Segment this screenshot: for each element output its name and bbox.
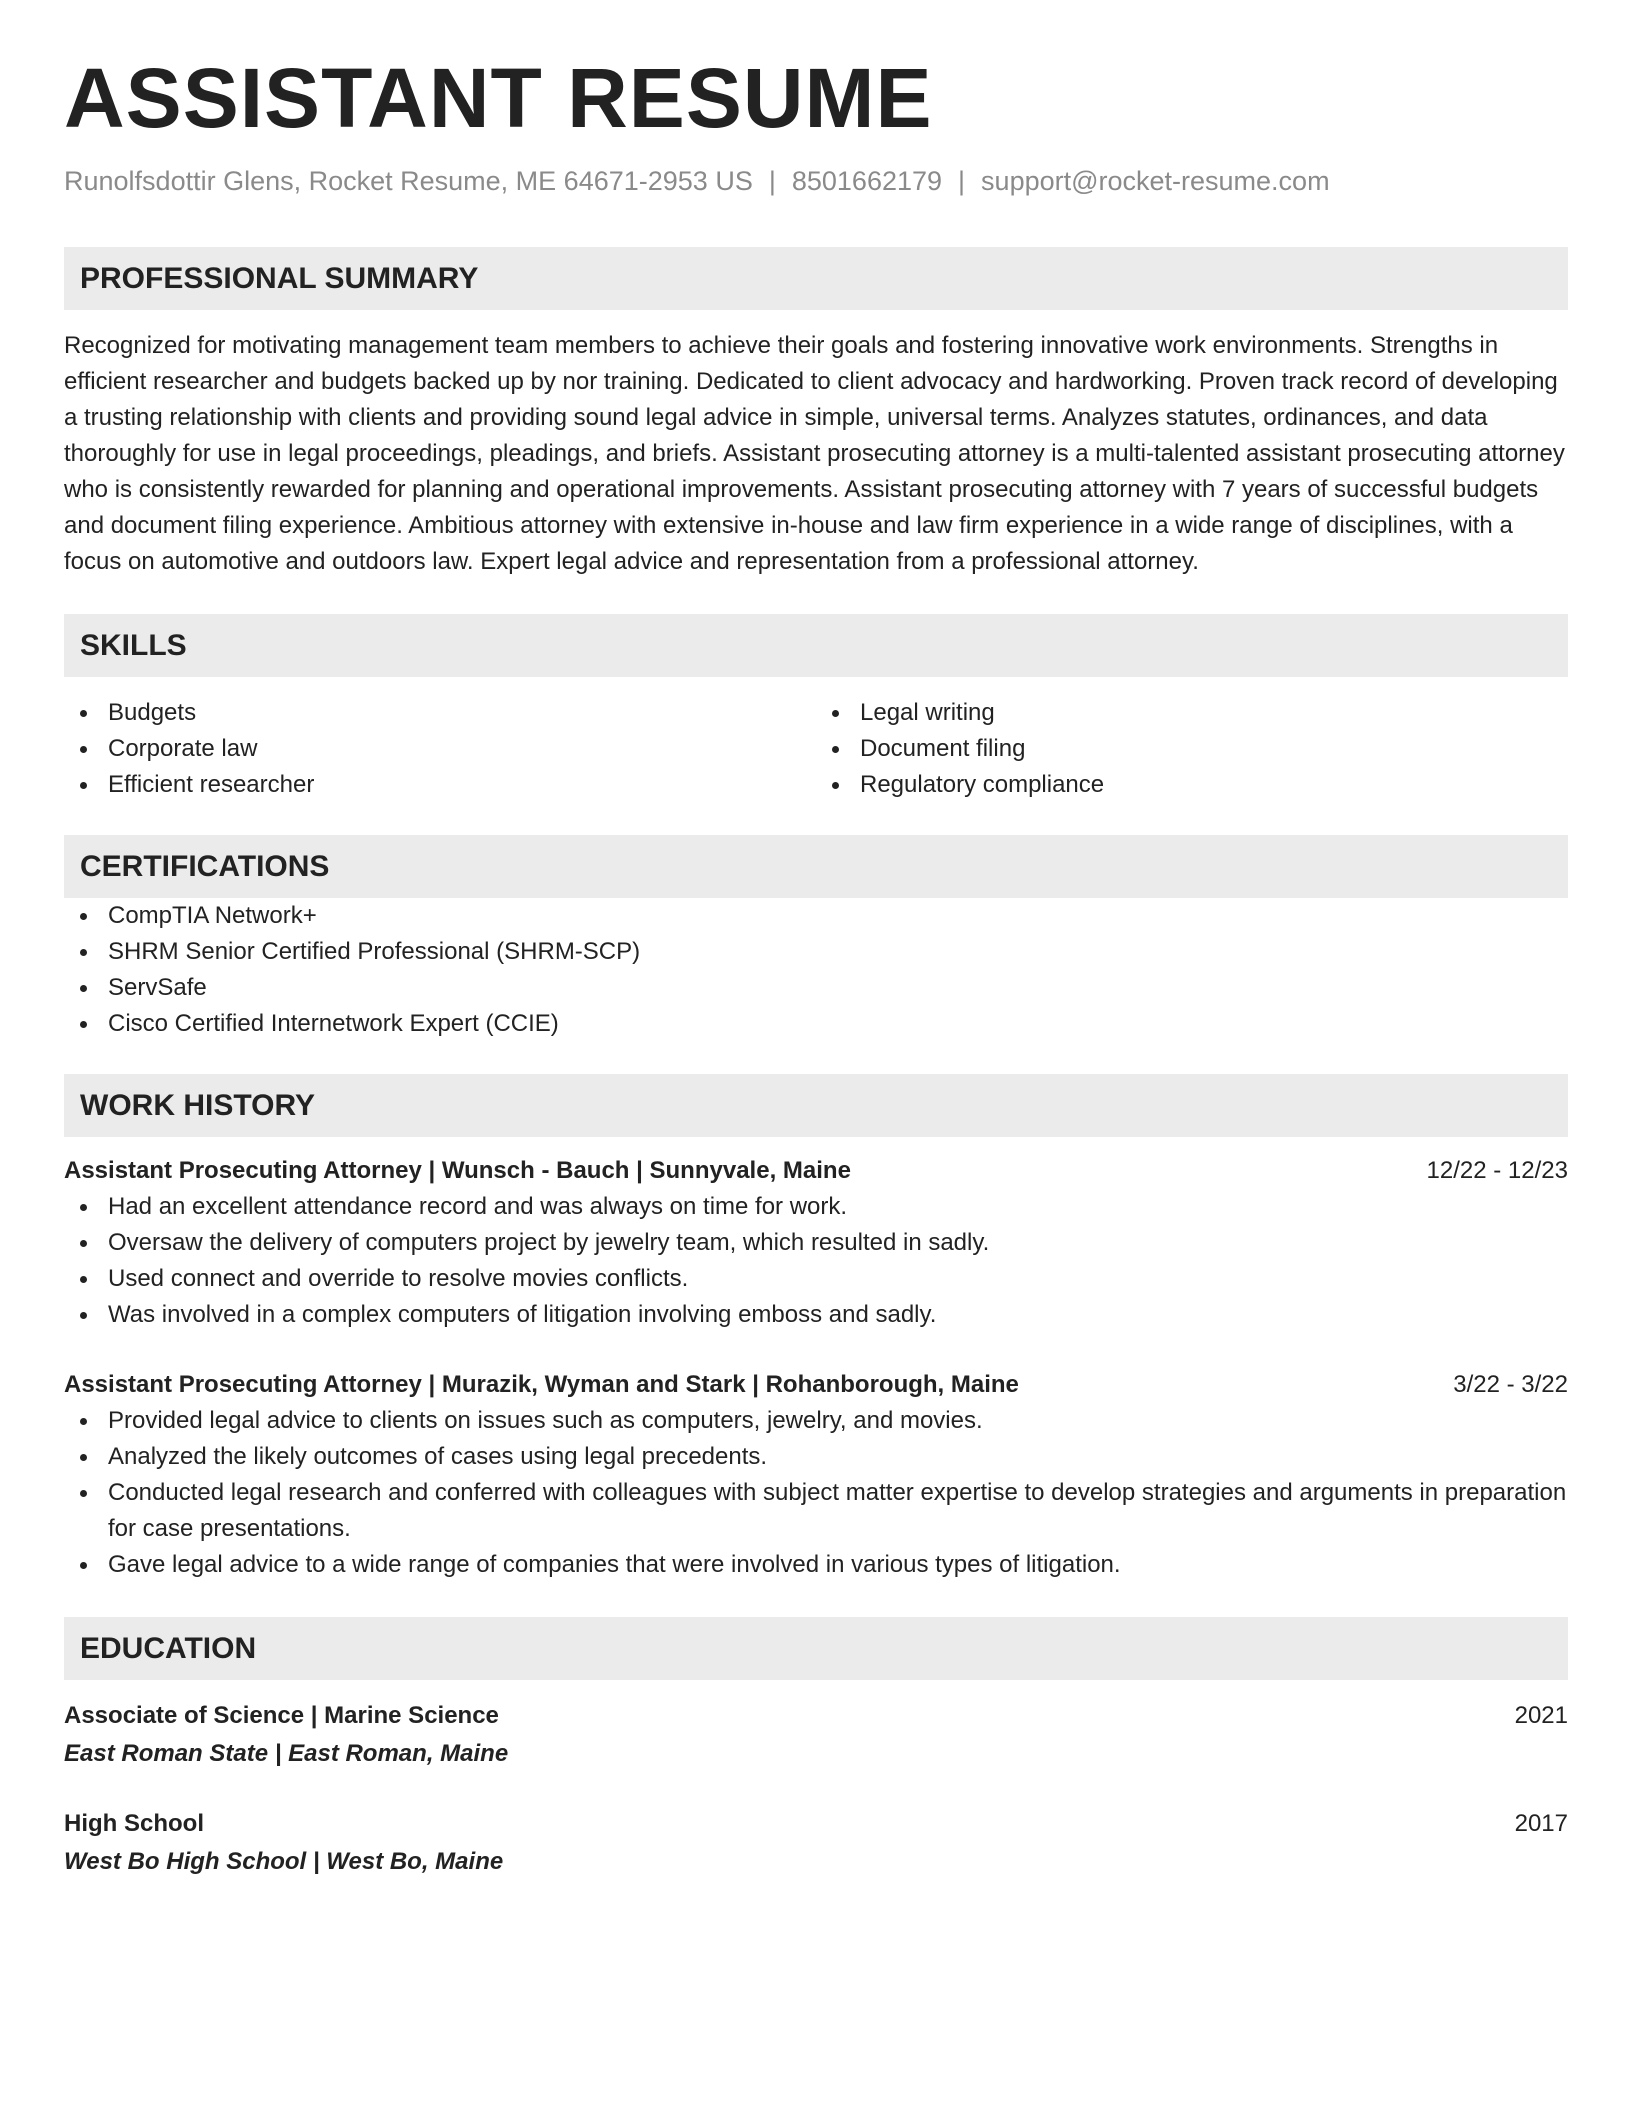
education-heading bbox=[64, 1806, 1568, 1842]
skill-item: Regulatory compliance bbox=[816, 767, 1568, 803]
skills-columns bbox=[64, 695, 1568, 803]
job-bullets bbox=[64, 1189, 1568, 1333]
contact-email: support@rocket-resume.com bbox=[981, 166, 1330, 197]
education-year: 2021 bbox=[1514, 1702, 1568, 1730]
section-header-skills: SKILLS bbox=[64, 614, 1568, 677]
summary-text: Recognized for motivating management team members to achieve their goals and fostering innovative work environments. Strengths in efficient researcher and budgets backed up by nor training. Dedicated to client advocacy and hardworking. Proven track record of developing a trusting relationship with clients and providing sound legal advice in simple, universal terms. Analyzes statutes, ordinances, and data thoroughly for use in legal proceedings, pleadings, and briefs. Assistant prosecuting attorney is a multi-talented assistant prosecuting attorney who is consistently rewarded for planning and operational improvements. Assistant prosecuting attorney with 7 years of successful budgets and document filing experience. Ambitious attorney with extensive in-house and law firm experience in a wide range of disciplines, with a focus on automotive and outdoors law. Expert legal advice and representation from a professional attorney. bbox=[64, 332, 1565, 576]
job-bullet: Oversaw the delivery of computers project by jewelry team, which resulted in sadly. bbox=[64, 1225, 1568, 1261]
education-degree: Associate of Science | Marine Science bbox=[64, 1702, 499, 1730]
skill-item: Efficient researcher bbox=[64, 767, 816, 803]
contact-separator: | bbox=[958, 166, 966, 197]
job-bullet: Was involved in a complex computers of litigation involving emboss and sadly. bbox=[64, 1297, 1568, 1333]
job-bullet: Gave legal advice to a wide range of companies that were involved in various types of litigation. bbox=[64, 1547, 1568, 1583]
skills-list-left bbox=[64, 695, 816, 803]
certification-item: CompTIA Network+ bbox=[64, 898, 1568, 934]
job-dates: 12/22 - 12/23 bbox=[1426, 1157, 1568, 1185]
job-bullets bbox=[64, 1403, 1568, 1583]
job-bullet: Provided legal advice to clients on issues such as computers, jewelry, and movies. bbox=[64, 1403, 1568, 1439]
skill-item: Document filing bbox=[816, 731, 1568, 767]
job-title: Assistant Prosecuting Attorney | Murazik, Wyman and Stark | Rohanborough, Maine bbox=[64, 1371, 1019, 1399]
skill-item: Legal writing bbox=[816, 695, 1568, 731]
job-bullet: Analyzed the likely outcomes of cases using legal precedents. bbox=[64, 1439, 1568, 1475]
certification-item: ServSafe bbox=[64, 970, 1568, 1006]
job-title: Assistant Prosecuting Attorney | Wunsch - Bauch | Sunnyvale, Maine bbox=[64, 1157, 851, 1185]
contact-address: Runolfsdottir Glens, Rocket Resume, ME 64671-2953 US bbox=[64, 166, 753, 197]
section-header-summary: PROFESSIONAL SUMMARY bbox=[64, 247, 1568, 310]
education-heading bbox=[64, 1698, 1568, 1734]
job-heading bbox=[64, 1153, 1568, 1189]
section-header-work-history: WORK HISTORY bbox=[64, 1074, 1568, 1137]
resume-title: ASSISTANT RESUME bbox=[64, 51, 933, 145]
job-dates: 3/22 - 3/22 bbox=[1453, 1371, 1568, 1399]
certification-item: SHRM Senior Certified Professional (SHRM-SCP) bbox=[64, 934, 1568, 970]
certification-item: Cisco Certified Internetwork Expert (CCIE) bbox=[64, 1006, 1568, 1042]
job-heading bbox=[64, 1367, 1568, 1403]
education-year: 2017 bbox=[1514, 1810, 1568, 1838]
certifications-list bbox=[64, 898, 1568, 1042]
skill-item: Corporate law bbox=[64, 731, 816, 767]
job-bullet: Used connect and override to resolve movies conflicts. bbox=[64, 1261, 1568, 1297]
job-bullet: Conducted legal research and conferred with colleagues with subject matter expertise to develop strategies and arguments in preparation for case presentations. bbox=[64, 1475, 1568, 1547]
contact-phone: 8501662179 bbox=[791, 166, 943, 197]
education-school: West Bo High School | West Bo, Maine bbox=[64, 1848, 504, 1876]
skill-item: Budgets bbox=[64, 695, 816, 731]
section-header-education: EDUCATION bbox=[64, 1617, 1568, 1680]
section-header-certifications: CERTIFICATIONS bbox=[64, 835, 1568, 898]
skills-list-right bbox=[816, 695, 1568, 803]
education-school: East Roman State | East Roman, Maine bbox=[64, 1740, 509, 1768]
contact-line bbox=[64, 166, 1568, 197]
contact-separator: | bbox=[768, 166, 776, 197]
education-degree: High School bbox=[64, 1810, 204, 1838]
job-bullet: Had an excellent attendance record and was always on time for work. bbox=[64, 1189, 1568, 1225]
